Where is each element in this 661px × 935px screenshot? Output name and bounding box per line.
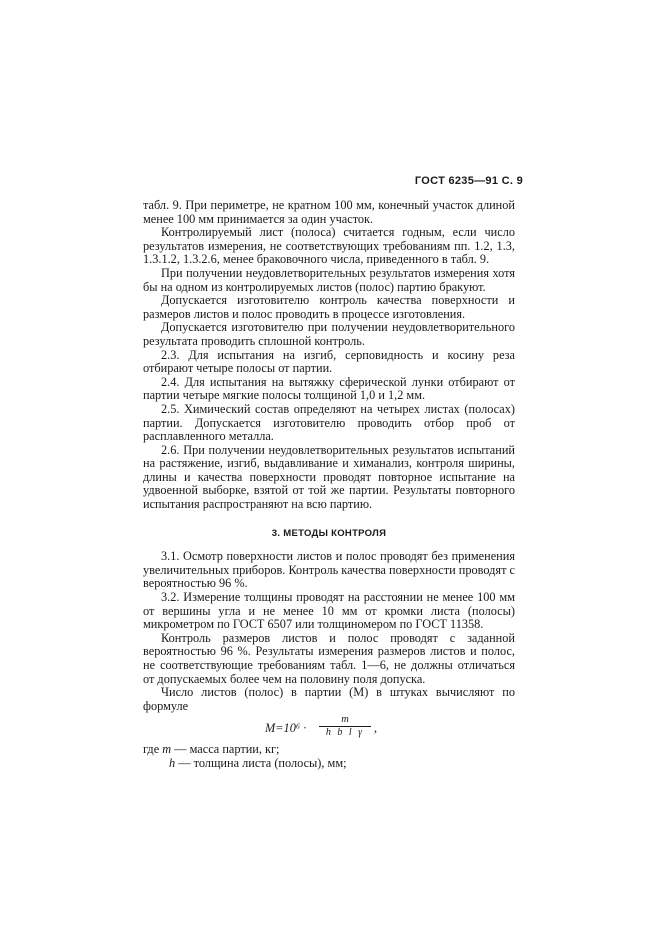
paragraph: Допускается изготовителю при получении неудовлетворительного результата проводить сплошной контроль. [143,320,515,348]
definition-text: — толщина листа (полосы), мм; [178,755,347,770]
body-text [143,199,515,771]
paragraph: Число листов (полос) в партии (M) в штуках вычисляют по формуле [143,685,515,713]
paragraph: 2.3. Для испытания на изгиб, серповидность и косину реза отбирают четыре полосы от партии. [143,347,515,376]
page-number: С. 9 [501,175,523,187]
formula [143,714,515,741]
paragraph: табл. 9. При периметре, не кратном 100 мм, конечный участок длиной менее 100 мм принимается за один участок. [143,198,515,226]
paragraph: Контроль размеров листов и полос проводят с заданной вероятностью 96 %. Результаты измерения размеров листов и полос, не соответствующие требованиям табл. 1—6, не должны отличаться от допускаемых более чем на половину поля допуска. [143,630,515,686]
definition-symbol: h [169,755,176,770]
paragraph: Контролируемый лист (полоса) считается годным, если число результатов измерения, не соответствующих требованиям пп. 1.2, 1.3, 1.3.1.2, 1.3.2.6, менее браковочного числа, приведенного в табл. 9. [143,225,515,267]
section-title: 3. МЕТОДЫ КОНТРОЛЯ [271,527,387,539]
definition-row [143,743,515,757]
definition-text: — масса партии, кг; [174,742,280,757]
definition-symbol: m [162,742,172,757]
paragraph: 2.6. При получении неудовлетворительных результатов испытаний на растяжение, изгиб, выдавливание и химанализ, контроля ширины, длины и качества поверхности проводят повторное испытание на удвоенной выборке, взятой от той же партии. Результаты повторного испытания распространяют на всю партию. [143,442,515,512]
standard-number: ГОСТ 6235—91 [414,175,499,187]
definition-row [143,757,515,771]
paragraph: 2.5. Химический состав определяют на четырех листах (полосах) партии. Допускается изготовителю проводить отбор проб от расплавленного металла. [143,401,515,444]
paragraph: При получении неудовлетворительных результатов измерения хотя бы на одном из контролируемых листов (полос) партию бракуют. [143,265,515,294]
paragraph: 3.2. Измерение толщины проводят на расстоянии не менее 100 мм от вершины угла и не менее 10 мм от кромки листа (полосы) микрометром по ГОСТ 6507 или толщиномером по ГОСТ 11358. [143,590,515,632]
paragraph: Допускается изготовителю контроль качества поверхности и размеров листов и полос проводить в процессе изготовления. [143,293,515,321]
formula-denominator: h b l γ [325,727,365,739]
formula-numerator: m [319,714,371,727]
paragraph: 3.1. Осмотр поверхности листов и полос проводят без применения увеличительных приборов. Контроль качества поверхности проводят с вероятностью 96 %. [143,549,515,591]
formula-trailing: , [374,721,378,736]
page-header [415,175,523,187]
paragraph: 2.4. Для испытания на вытяжку сферической лунки отбирают от партии четыре мягкие полосы толщиной 1,0 и 1,2 мм. [143,374,515,403]
definition-prefix: где [143,742,160,757]
formula-lhs: M=10⁶ · [265,721,307,736]
formula-fraction [319,714,371,738]
